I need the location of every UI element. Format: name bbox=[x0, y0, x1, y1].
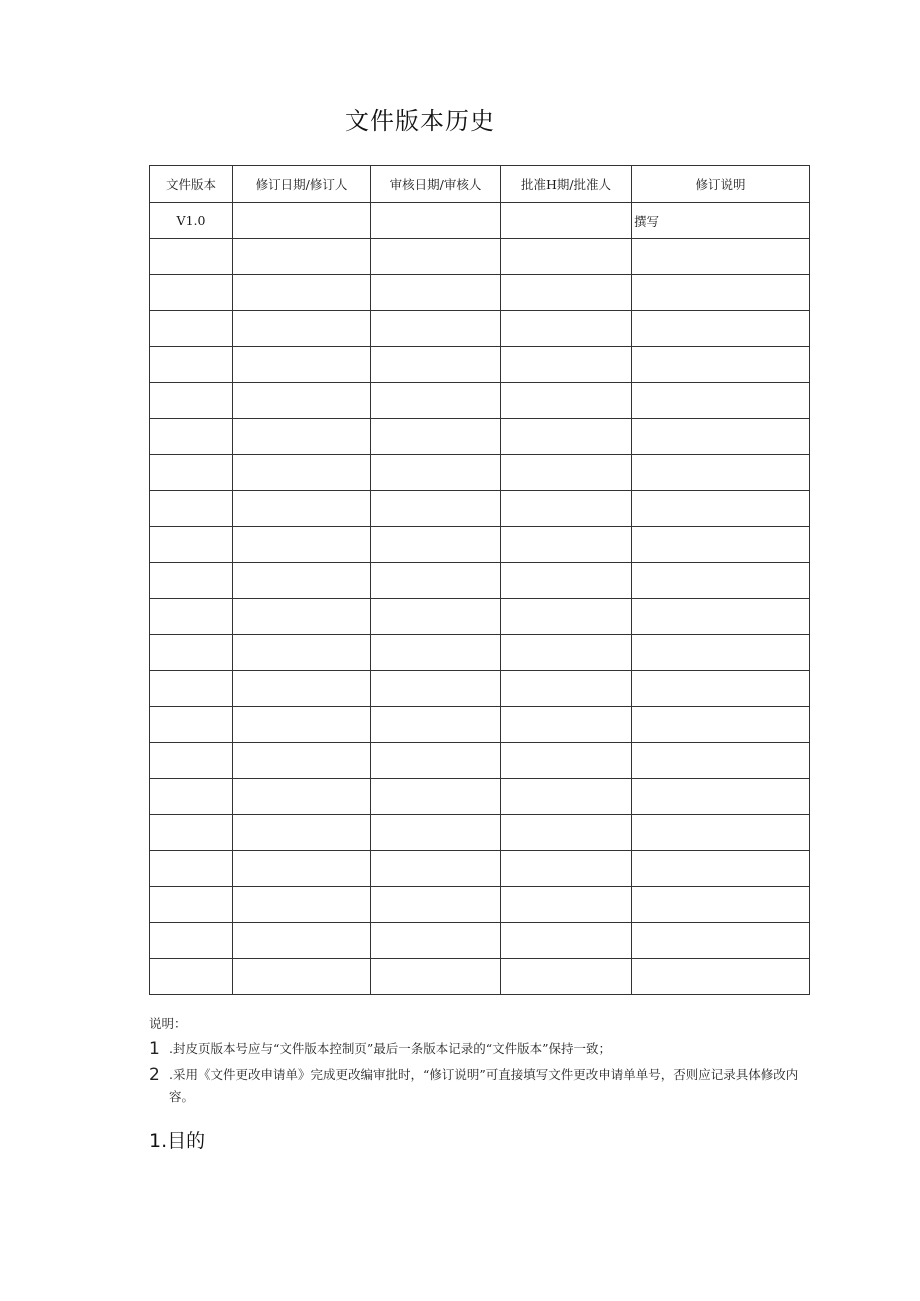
cell-review bbox=[371, 455, 501, 491]
cell-version bbox=[150, 923, 233, 959]
column-header-revision: 修订日期/修订人 bbox=[233, 166, 371, 203]
cell-approval bbox=[501, 707, 632, 743]
cell-version bbox=[150, 491, 233, 527]
cell-revision bbox=[233, 275, 371, 311]
cell-revision bbox=[233, 743, 371, 779]
table-row bbox=[150, 239, 810, 275]
cell-version bbox=[150, 815, 233, 851]
table-row bbox=[150, 923, 810, 959]
table-row bbox=[150, 311, 810, 347]
cell-description: 撰写 bbox=[632, 203, 810, 239]
cell-review bbox=[371, 383, 501, 419]
cell-description bbox=[632, 779, 810, 815]
cell-version bbox=[150, 743, 233, 779]
note-item bbox=[149, 1064, 819, 1108]
cell-review bbox=[371, 203, 501, 239]
table-row bbox=[150, 887, 810, 923]
cell-approval bbox=[501, 527, 632, 563]
cell-revision bbox=[233, 383, 371, 419]
table-row bbox=[150, 203, 810, 239]
cell-revision bbox=[233, 347, 371, 383]
cell-review bbox=[371, 851, 501, 887]
cell-revision bbox=[233, 887, 371, 923]
cell-version bbox=[150, 419, 233, 455]
cell-approval bbox=[501, 743, 632, 779]
table-row bbox=[150, 671, 810, 707]
cell-version bbox=[150, 887, 233, 923]
cell-approval bbox=[501, 959, 632, 995]
table-row bbox=[150, 779, 810, 815]
cell-revision bbox=[233, 563, 371, 599]
cell-description bbox=[632, 527, 810, 563]
table-row bbox=[150, 599, 810, 635]
cell-review bbox=[371, 563, 501, 599]
cell-version bbox=[150, 959, 233, 995]
cell-approval bbox=[501, 311, 632, 347]
cell-review bbox=[371, 239, 501, 275]
column-header-review: 审核日期/审核人 bbox=[371, 166, 501, 203]
cell-review bbox=[371, 311, 501, 347]
cell-revision bbox=[233, 311, 371, 347]
cell-review bbox=[371, 491, 501, 527]
cell-version bbox=[150, 707, 233, 743]
note-number: 1 bbox=[149, 1039, 160, 1059]
table-row bbox=[150, 383, 810, 419]
version-history-table bbox=[149, 165, 810, 995]
cell-revision bbox=[233, 851, 371, 887]
cell-review bbox=[371, 599, 501, 635]
cell-revision bbox=[233, 599, 371, 635]
table-row bbox=[150, 563, 810, 599]
cell-review bbox=[371, 527, 501, 563]
cell-version bbox=[150, 527, 233, 563]
cell-description bbox=[632, 491, 810, 527]
cell-approval bbox=[501, 347, 632, 383]
table-header-row bbox=[150, 166, 810, 203]
cell-revision bbox=[233, 239, 371, 275]
cell-approval bbox=[501, 383, 632, 419]
cell-description bbox=[632, 347, 810, 383]
cell-approval bbox=[501, 275, 632, 311]
table-row bbox=[150, 275, 810, 311]
cell-version bbox=[150, 635, 233, 671]
cell-version bbox=[150, 311, 233, 347]
table-row bbox=[150, 527, 810, 563]
cell-description bbox=[632, 311, 810, 347]
cell-revision bbox=[233, 419, 371, 455]
cell-review bbox=[371, 347, 501, 383]
cell-version bbox=[150, 239, 233, 275]
cell-approval bbox=[501, 779, 632, 815]
cell-description bbox=[632, 239, 810, 275]
cell-approval bbox=[501, 203, 632, 239]
cell-revision bbox=[233, 959, 371, 995]
cell-version bbox=[150, 275, 233, 311]
cell-review bbox=[371, 671, 501, 707]
cell-approval bbox=[501, 635, 632, 671]
cell-approval bbox=[501, 455, 632, 491]
cell-approval bbox=[501, 815, 632, 851]
cell-revision bbox=[233, 815, 371, 851]
table-row bbox=[150, 743, 810, 779]
cell-description bbox=[632, 635, 810, 671]
cell-review bbox=[371, 887, 501, 923]
cell-review bbox=[371, 815, 501, 851]
cell-description bbox=[632, 851, 810, 887]
cell-description bbox=[632, 383, 810, 419]
cell-description bbox=[632, 419, 810, 455]
cell-description bbox=[632, 887, 810, 923]
cell-description bbox=[632, 707, 810, 743]
cell-revision bbox=[233, 671, 371, 707]
cell-review bbox=[371, 707, 501, 743]
cell-version bbox=[150, 671, 233, 707]
cell-description bbox=[632, 671, 810, 707]
cell-review bbox=[371, 635, 501, 671]
cell-description bbox=[632, 599, 810, 635]
cell-approval bbox=[501, 419, 632, 455]
cell-revision bbox=[233, 923, 371, 959]
cell-version bbox=[150, 563, 233, 599]
cell-description bbox=[632, 959, 810, 995]
cell-description bbox=[632, 743, 810, 779]
cell-review bbox=[371, 743, 501, 779]
page-title: 文件版本历史 bbox=[345, 107, 495, 135]
notes-label: 说明： bbox=[149, 1016, 187, 1031]
cell-approval bbox=[501, 851, 632, 887]
table-row bbox=[150, 851, 810, 887]
cell-review bbox=[371, 959, 501, 995]
table-row bbox=[150, 959, 810, 995]
cell-revision bbox=[233, 779, 371, 815]
cell-version bbox=[150, 851, 233, 887]
cell-revision bbox=[233, 527, 371, 563]
table-row bbox=[150, 419, 810, 455]
cell-approval bbox=[501, 563, 632, 599]
cell-review bbox=[371, 923, 501, 959]
cell-version: V1.0 bbox=[150, 203, 233, 239]
notes-section bbox=[149, 1014, 819, 1112]
cell-revision bbox=[233, 635, 371, 671]
cell-review bbox=[371, 275, 501, 311]
cell-approval bbox=[501, 923, 632, 959]
cell-version bbox=[150, 383, 233, 419]
cell-approval bbox=[501, 239, 632, 275]
cell-description bbox=[632, 923, 810, 959]
cell-approval bbox=[501, 887, 632, 923]
cell-version bbox=[150, 599, 233, 635]
cell-version bbox=[150, 779, 233, 815]
note-text: .采用《文件更改申请单》完成更改编审批时，“修订说明”可直接填写文件更改申请单单号，否则应记录具体修改内容。 bbox=[169, 1067, 799, 1104]
cell-review bbox=[371, 419, 501, 455]
cell-approval bbox=[501, 491, 632, 527]
table-body bbox=[150, 203, 810, 995]
column-header-version: 文件版本 bbox=[150, 166, 233, 203]
cell-revision bbox=[233, 707, 371, 743]
table-row bbox=[150, 707, 810, 743]
table-row bbox=[150, 815, 810, 851]
table-row bbox=[150, 635, 810, 671]
cell-description bbox=[632, 455, 810, 491]
cell-revision bbox=[233, 491, 371, 527]
cell-version bbox=[150, 455, 233, 491]
note-text: .封皮页版本号应与“文件版本控制页”最后一条版本记录的“文件版本”保持一致； bbox=[169, 1041, 612, 1056]
cell-approval bbox=[501, 599, 632, 635]
column-header-description: 修订说明 bbox=[632, 166, 810, 203]
cell-revision bbox=[233, 455, 371, 491]
cell-version bbox=[150, 347, 233, 383]
cell-description bbox=[632, 275, 810, 311]
note-item bbox=[149, 1038, 819, 1060]
table-row bbox=[150, 347, 810, 383]
cell-revision bbox=[233, 203, 371, 239]
cell-approval bbox=[501, 671, 632, 707]
table-row bbox=[150, 455, 810, 491]
section-heading-purpose: 1.目的 bbox=[149, 1130, 206, 1152]
table-row bbox=[150, 491, 810, 527]
cell-description bbox=[632, 815, 810, 851]
cell-description bbox=[632, 563, 810, 599]
note-number: 2 bbox=[149, 1065, 160, 1085]
cell-review bbox=[371, 779, 501, 815]
column-header-approval: 批准H期/批准人 bbox=[501, 166, 632, 203]
